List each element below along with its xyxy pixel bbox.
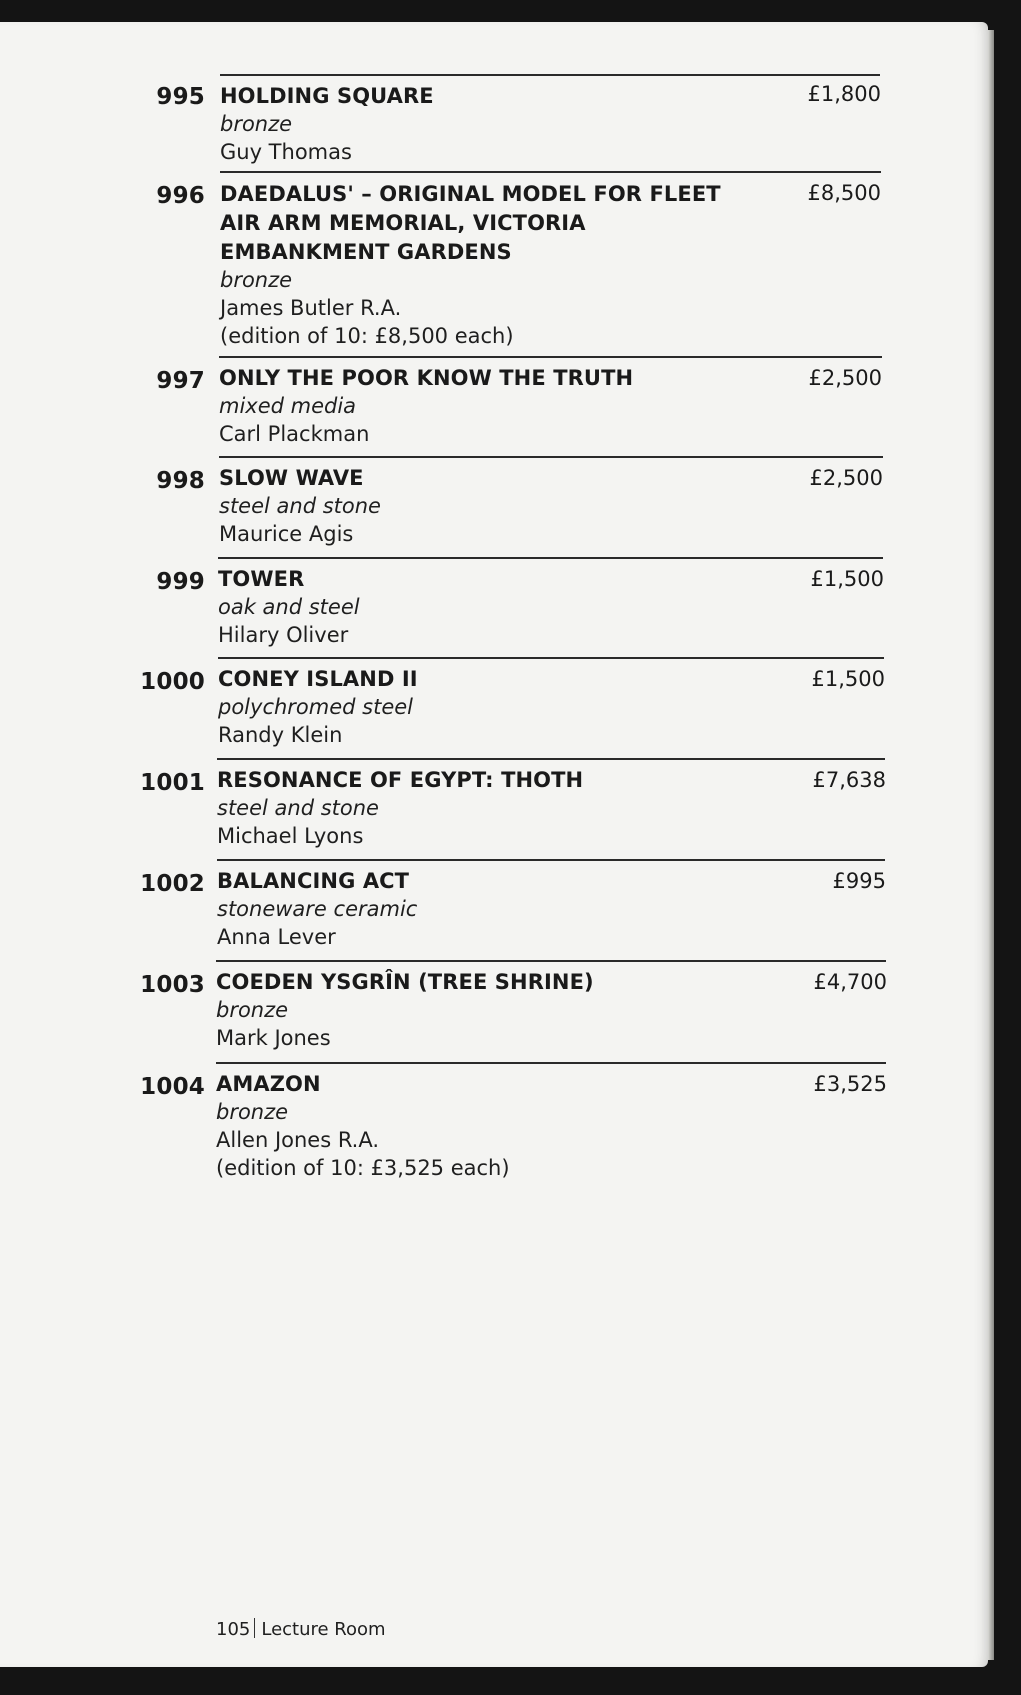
lot-medium: mixed media xyxy=(219,394,357,418)
lot-medium: polychromed steel xyxy=(218,695,414,719)
lot-price: £4,700 xyxy=(813,970,887,994)
lot-number: 1001 xyxy=(140,770,205,796)
lot-artist: Randy Klein xyxy=(218,723,343,747)
lot-artist: Maurice Agis xyxy=(219,522,354,546)
lot-medium: steel and stone xyxy=(217,796,379,820)
lot-number: 998 xyxy=(156,468,205,494)
lot-medium: bronze xyxy=(220,268,293,292)
lot-medium: stoneware ceramic xyxy=(217,897,418,921)
lot-title: DAEDALUS' – ORIGINAL MODEL FOR FLEET AIR ARM MEMORIAL, VICTORIA EMBANKMENT GARDENS xyxy=(220,182,721,264)
entry-divider xyxy=(219,356,882,358)
lot-price: £1,500 xyxy=(811,667,885,691)
lot-artist: Anna Lever xyxy=(217,925,336,949)
lot-price: £8,500 xyxy=(807,181,881,205)
section-name: Lecture Room xyxy=(261,1619,386,1640)
page-footer xyxy=(216,1618,386,1640)
lot-price: £2,500 xyxy=(809,466,883,490)
lot-price: £1,800 xyxy=(807,82,881,106)
lot-price: £2,500 xyxy=(808,366,882,390)
lot-title: AMAZON xyxy=(216,1072,321,1096)
entry-divider xyxy=(220,171,881,173)
lot-title: RESONANCE OF EGYPT: THOTH xyxy=(217,768,584,792)
lot-title: CONEY ISLAND II xyxy=(218,667,418,691)
lot-medium: oak and steel xyxy=(218,595,360,619)
lot-artist: Mark Jones xyxy=(216,1026,331,1050)
lot-artist: Carl Plackman xyxy=(219,422,370,446)
lot-price: £995 xyxy=(832,869,886,893)
lot-title: SLOW WAVE xyxy=(219,466,364,490)
lot-title: BALANCING ACT xyxy=(217,869,410,893)
lot-number: 1004 xyxy=(140,1074,205,1100)
lot-edition: (edition of 10: £8,500 each) xyxy=(220,324,514,348)
lot-artist: Allen Jones R.A. xyxy=(216,1128,380,1152)
lot-artist: Guy Thomas xyxy=(220,140,352,164)
lot-title: ONLY THE POOR KNOW THE TRUTH xyxy=(219,366,634,390)
lot-number: 1002 xyxy=(140,871,205,897)
lot-number: 996 xyxy=(156,183,205,209)
lot-artist: James Butler R.A. xyxy=(220,296,402,320)
lot-number: 997 xyxy=(156,368,205,394)
entry-divider xyxy=(217,859,885,861)
lot-number: 1000 xyxy=(140,669,205,695)
lot-number: 995 xyxy=(156,84,205,110)
lot-price: £1,500 xyxy=(810,567,884,591)
entry-divider xyxy=(218,557,883,559)
lot-medium: steel and stone xyxy=(219,494,381,518)
lot-title: TOWER xyxy=(218,567,305,591)
lot-title: HOLDING SQUARE xyxy=(220,84,434,108)
entry-divider xyxy=(216,960,886,962)
lot-title: COEDEN YSGRÎN (TREE SHRINE) xyxy=(216,970,594,994)
entry-divider xyxy=(219,456,883,458)
lot-price: £7,638 xyxy=(812,768,886,792)
lot-artist: Michael Lyons xyxy=(217,824,364,848)
entry-divider xyxy=(216,1062,886,1064)
lot-medium: bronze xyxy=(220,112,293,136)
lot-artist: Hilary Oliver xyxy=(218,623,349,647)
lot-medium: bronze xyxy=(216,1100,289,1124)
lot-edition: (edition of 10: £3,525 each) xyxy=(216,1156,510,1180)
lot-number: 999 xyxy=(156,569,205,595)
entry-divider xyxy=(218,657,884,659)
footer-separator xyxy=(254,1618,255,1638)
lot-medium: bronze xyxy=(216,998,289,1022)
page-number: 105 xyxy=(216,1619,251,1640)
lot-number: 1003 xyxy=(140,972,205,998)
entry-divider xyxy=(217,758,885,760)
lot-price: £3,525 xyxy=(813,1072,887,1096)
